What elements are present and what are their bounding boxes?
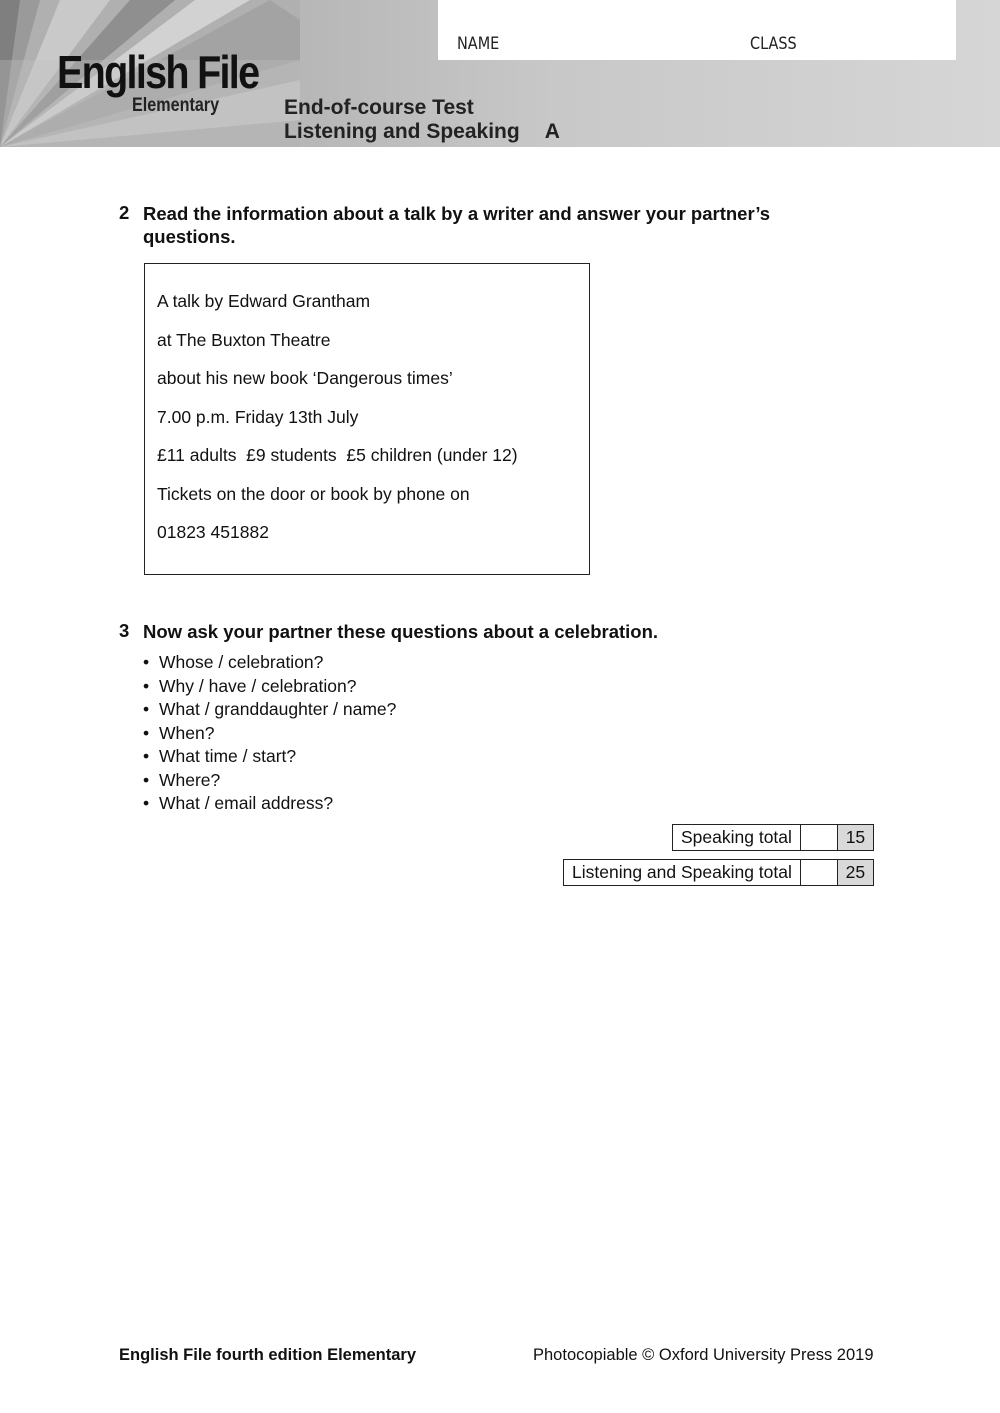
speaking-total-label: Speaking total — [673, 825, 801, 850]
list-item-text: Where? — [159, 769, 221, 790]
listening-speaking-max-score: 25 — [838, 860, 873, 885]
list-item-text: What / granddaughter / name? — [159, 699, 397, 719]
speaking-score-input[interactable] — [801, 825, 838, 850]
list-item — [143, 792, 396, 816]
bullet-icon: • — [143, 722, 150, 743]
bullet-icon: • — [143, 652, 150, 672]
list-item-text: Whose / celebration? — [159, 652, 324, 672]
footer-copyright: Photocopiable © Oxford University Press 2019 — [533, 1346, 874, 1364]
question-3-text: Now ask your partner these questions about a celebration. — [143, 621, 659, 642]
speaking-total-row — [672, 824, 874, 851]
listening-speaking-score-input[interactable] — [801, 860, 838, 885]
question-list — [143, 651, 396, 816]
name-class-box[interactable] — [438, 0, 956, 60]
info-line: £11 adults £9 students £5 children (under 12) — [157, 445, 518, 465]
test-version: A — [544, 120, 560, 143]
list-item-text: When? — [159, 722, 215, 743]
list-item — [143, 745, 396, 769]
bullet-icon: • — [143, 769, 150, 790]
list-item-text: What / email address? — [159, 793, 334, 813]
listening-speaking-total-label: Listening and Speaking total — [564, 860, 801, 885]
bullet-icon: • — [143, 746, 150, 766]
header-banner — [0, 0, 1000, 147]
question-2-number: 2 — [119, 202, 130, 223]
name-label: NAME — [457, 34, 500, 54]
logo-title: English File — [57, 46, 259, 98]
question-2-text: Read the information about a talk by a writer and answer your partner’s questions. — [143, 203, 771, 247]
test-subtitle: Listening and Speaking — [284, 120, 520, 143]
bullet-icon: • — [143, 675, 150, 696]
list-item — [143, 769, 396, 793]
info-line: 01823 451882 — [157, 522, 269, 542]
list-item-text: What time / start? — [159, 746, 297, 766]
list-item — [143, 675, 396, 699]
question-3-number: 3 — [119, 620, 130, 641]
class-label: CLASS — [750, 34, 797, 54]
speaking-max-score: 15 — [838, 825, 873, 850]
info-line: at The Buxton Theatre — [157, 330, 331, 350]
list-item-text: Why / have / celebration? — [159, 675, 357, 696]
test-subtitle-row — [284, 120, 560, 144]
bullet-icon: • — [143, 699, 150, 719]
logo-level: Elementary — [132, 95, 220, 116]
info-line: about his new book ‘Dangerous times’ — [157, 368, 453, 388]
footer-edition: English File fourth edition Elementary — [119, 1346, 417, 1364]
info-line: Tickets on the door or book by phone on — [157, 484, 470, 504]
list-item — [143, 698, 396, 722]
info-line: 7.00 p.m. Friday 13th July — [157, 407, 359, 427]
info-line: A talk by Edward Grantham — [157, 291, 371, 311]
list-item — [143, 651, 396, 675]
list-item — [143, 722, 396, 746]
test-title: End-of-course Test — [284, 96, 474, 119]
listening-speaking-total-row — [563, 859, 874, 886]
bullet-icon: • — [143, 793, 150, 813]
